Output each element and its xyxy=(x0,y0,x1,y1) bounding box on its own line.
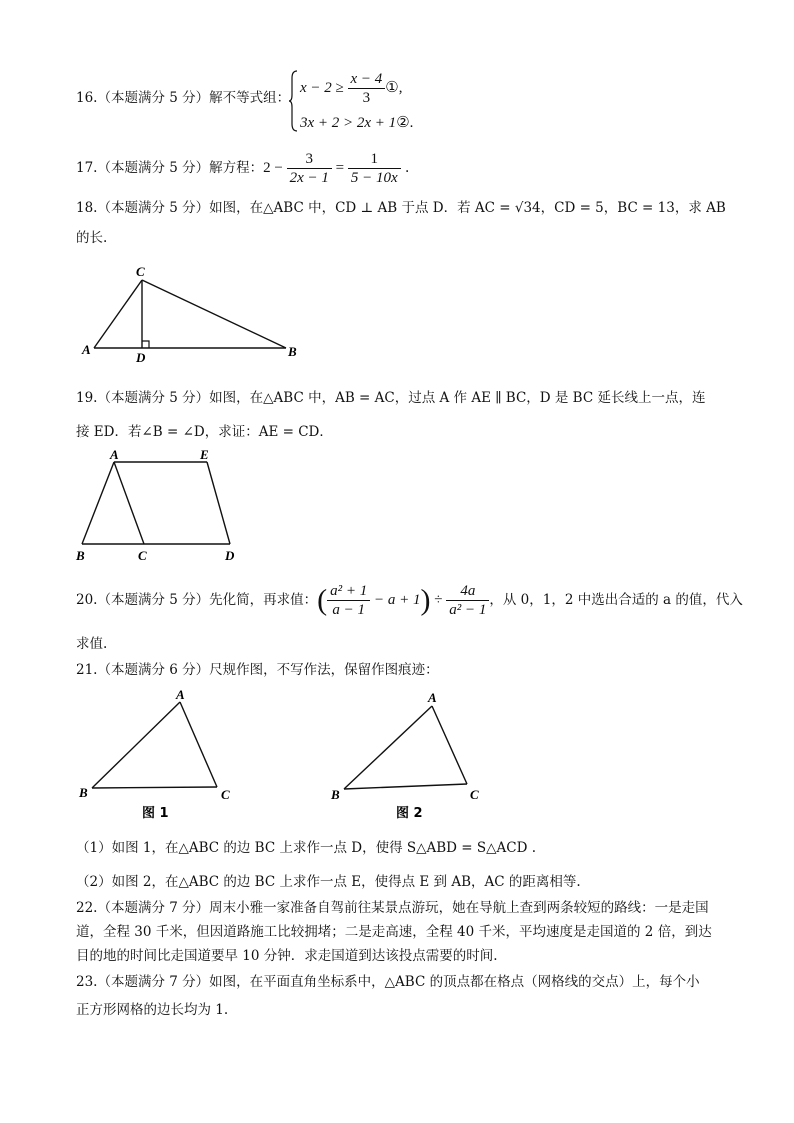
q21-fig2-label-c: C xyxy=(470,787,479,802)
q17-f2-denominator: 5 − 10x xyxy=(350,170,398,186)
q16-mark-1: ①, xyxy=(385,79,403,96)
q23-points: （本题满分 7 分） xyxy=(97,974,210,990)
q23-line-1 xyxy=(76,972,700,992)
q23-text-1: 如图，在平面直角坐标系中，△ABC 的顶点都在格点（网格线的交点）上，每个小 xyxy=(209,974,700,990)
q21-fig1-label-b: B xyxy=(79,785,88,800)
q21-fig2-label-b: B xyxy=(331,787,340,802)
q16-mark-2: ②. xyxy=(396,115,414,131)
q20-fraction-2 xyxy=(446,582,489,619)
q21-fig1-caption: 图 1 xyxy=(142,806,169,821)
q21-fig1-label-c: C xyxy=(221,787,230,802)
q21-fig2-label-a: A xyxy=(428,690,437,705)
q16-line xyxy=(76,88,290,108)
q20-text: 先化简，再求值： xyxy=(209,592,318,608)
q21-part-2: （2）如图 2，在△ABC 的边 BC 上求作一点 E，使得点 E 到 AB，AC 的距离相等. xyxy=(76,874,581,890)
q20-line-2: 求值. xyxy=(76,636,108,652)
q20-f1-numerator: a² + 1 xyxy=(327,582,370,601)
q16-fraction xyxy=(348,70,386,107)
q22-line-1 xyxy=(76,898,709,918)
q17-fraction-2 xyxy=(348,150,401,187)
q21-text: 尺规作图，不写作法，保留作图痕迹： xyxy=(209,662,439,678)
q20-middle: − a + 1 xyxy=(370,592,421,608)
q16-inequality-2 xyxy=(300,113,413,132)
q16-frac-denominator: 3 xyxy=(362,90,371,106)
q22-points: （本题满分 7 分） xyxy=(97,900,210,916)
q17-points: （本题满分 5 分） xyxy=(97,160,210,176)
q17-a: 2 − xyxy=(263,160,287,176)
q18-figure xyxy=(80,262,300,366)
q21-points: （本题满分 6 分） xyxy=(97,662,210,678)
q21-number: 21. xyxy=(76,662,98,678)
q19-line-1 xyxy=(76,388,705,408)
q18-number: 18. xyxy=(76,200,98,216)
q17-end: . xyxy=(400,160,410,176)
q22-text-1: 周末小雅一家准备自驾前往某景点游玩，她在导航上查到两条较短的路线：一是走国 xyxy=(209,900,709,916)
q17-f2-numerator: 1 xyxy=(348,150,401,169)
q16-brace xyxy=(288,70,298,132)
q19-label-b: B xyxy=(76,548,85,563)
q20-rparen: ) xyxy=(420,583,431,617)
q20-line-1 xyxy=(76,578,743,623)
q19-label-c: C xyxy=(138,548,147,563)
q19-label-a: A xyxy=(110,447,119,462)
q16-text: 解不等式组： xyxy=(209,90,291,106)
q18-points: （本题满分 5 分） xyxy=(97,200,210,216)
q20-divide: ÷ xyxy=(430,592,447,608)
q17-f1-denominator: 2x − 1 xyxy=(289,170,329,186)
q17-number: 17. xyxy=(76,160,98,176)
q18-label-b: B xyxy=(288,344,297,359)
q16-l2: 3x + 2 > 2x + 1 xyxy=(300,115,397,131)
q22-number: 22. xyxy=(76,900,98,916)
q17-text: 解方程： xyxy=(209,160,264,176)
q20-fraction-1 xyxy=(327,582,370,619)
q17-line xyxy=(76,148,409,188)
q21-figure-1 xyxy=(76,684,246,824)
q21-line xyxy=(76,660,439,680)
q20-f1-denominator: a − 1 xyxy=(332,602,366,618)
q18-line-2: 的长. xyxy=(76,230,108,246)
q21-part-1: （1）如图 1，在△ABC 的边 BC 上求作一点 D，使得 S△ABD = S△ACD . xyxy=(76,840,537,856)
q16-inequality-1 xyxy=(300,70,403,107)
q22-line-2: 道，全程 30 千米，但因道路施工比较拥堵；二是走高速，全程 40 千米，平均速度是走国道的 2 倍，到达 xyxy=(76,924,712,940)
q20-points: （本题满分 5 分） xyxy=(97,592,210,608)
q19-figure xyxy=(72,446,252,568)
q16-frac-numerator: x − 4 xyxy=(348,70,386,89)
q20-tail: ，从 0，1，2 中选出合适的 a 的值，代入 xyxy=(489,592,743,608)
q18-line-1 xyxy=(76,198,726,218)
q20-f2-denominator: a² − 1 xyxy=(449,602,487,618)
q18-text-1: 如图，在△ABC 中，CD ⊥ AB 于点 D．若 AC = √34，CD = 5，BC = 13，求 AB xyxy=(209,200,726,216)
q20-lparen: ( xyxy=(317,583,328,617)
q19-points: （本题满分 5 分） xyxy=(97,390,210,406)
q16-points: （本题满分 5 分） xyxy=(97,90,210,106)
q21-fig1-label-a: A xyxy=(176,687,185,702)
q19-number: 19. xyxy=(76,390,98,406)
q21-fig2-caption: 图 2 xyxy=(396,806,423,821)
q19-label-d: D xyxy=(225,548,235,563)
q16-number: 16. xyxy=(76,90,98,106)
q19-line-2: 接 ED．若∠B = ∠D，求证：AE = CD． xyxy=(76,424,333,440)
q23-line-2: 正方形网格的边长均为 1. xyxy=(76,1002,229,1018)
q21-figure-2 xyxy=(326,684,496,824)
q19-label-e: E xyxy=(200,447,209,462)
q17-f1-numerator: 3 xyxy=(287,150,332,169)
q18-label-c: C xyxy=(136,264,145,279)
q17-equals: = xyxy=(331,160,348,176)
q16-l1-lhs: x − 2 ≥ xyxy=(300,79,348,96)
q23-number: 23. xyxy=(76,974,98,990)
q18-label-a: A xyxy=(82,342,91,357)
q20-f2-numerator: 4a xyxy=(446,582,489,601)
q17-fraction-1 xyxy=(287,150,332,187)
q18-label-d: D xyxy=(136,350,146,365)
q19-text-1: 如图，在△ABC 中，AB = AC，过点 A 作 AE ∥ BC，D 是 BC 延长线上一点，连 xyxy=(209,390,706,406)
q20-number: 20. xyxy=(76,592,98,608)
q22-line-3: 目的地的时间比走国道要早 10 分钟．求走国道到达该投点需要的时间. xyxy=(76,948,498,964)
